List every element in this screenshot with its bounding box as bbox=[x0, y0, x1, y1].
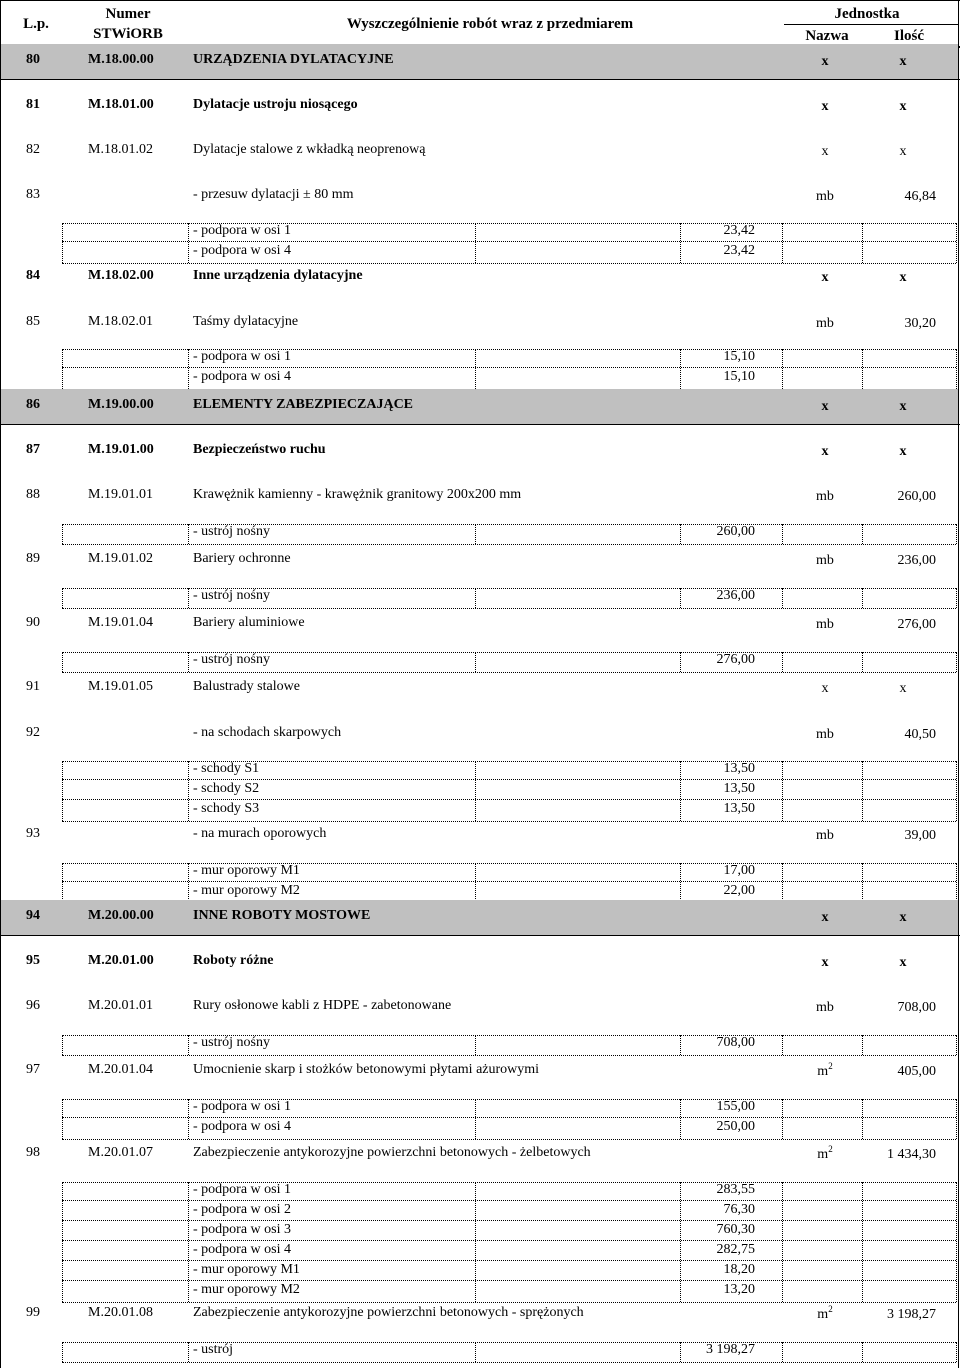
sub-grid-rule bbox=[62, 1362, 956, 1363]
sub-grid-divider bbox=[782, 223, 783, 263]
row-unit-text: mb bbox=[816, 828, 834, 843]
sub-grid-divider bbox=[862, 863, 863, 903]
sub-label: - schody S1 bbox=[193, 761, 260, 776]
sub-grid-divider bbox=[62, 1182, 63, 1302]
row-quantity: 708,00 bbox=[897, 1000, 936, 1015]
row-unit-text: x bbox=[821, 444, 829, 459]
row-unit-text: mb bbox=[816, 189, 834, 204]
left-border bbox=[0, 0, 1, 1368]
sub-grid-divider bbox=[956, 1035, 957, 1055]
sub-grid-rule bbox=[62, 263, 956, 264]
sub-label: - podpora w osi 4 bbox=[193, 243, 291, 258]
sub-label: - ustrój nośny bbox=[193, 652, 270, 667]
sub-grid-divider bbox=[62, 223, 63, 263]
sub-grid-divider bbox=[782, 863, 783, 903]
row-lp: 99 bbox=[26, 1305, 40, 1320]
sub-grid-rule bbox=[62, 821, 956, 822]
row-lp: 94 bbox=[26, 908, 40, 923]
row-quantity: x bbox=[899, 399, 907, 414]
sub-value: 708,00 bbox=[716, 1035, 755, 1050]
row-unit-text: x bbox=[821, 144, 829, 159]
sub-grid-divider bbox=[782, 1342, 783, 1362]
row-unit bbox=[790, 955, 860, 971]
row-lp: 88 bbox=[26, 487, 40, 502]
sub-grid-divider bbox=[62, 761, 63, 821]
row-unit bbox=[790, 399, 860, 415]
row-unit-text: x bbox=[821, 54, 829, 69]
sub-grid-divider bbox=[475, 349, 476, 389]
sub-grid-divider bbox=[782, 1182, 783, 1302]
header-unit-name: Nazwa bbox=[805, 28, 849, 44]
sub-grid-rule bbox=[62, 608, 956, 609]
sub-label: - podpora w osi 3 bbox=[193, 1222, 291, 1237]
sub-grid-divider bbox=[680, 588, 681, 608]
sub-grid-rule bbox=[62, 1302, 956, 1303]
sub-grid-rule bbox=[62, 1117, 956, 1118]
row-code: M.18.02.00 bbox=[88, 268, 154, 283]
sub-grid-divider bbox=[782, 761, 783, 821]
sub-value: 13,50 bbox=[723, 761, 755, 776]
sub-value: 22,00 bbox=[723, 883, 755, 898]
row-quantity: 236,00 bbox=[897, 553, 936, 568]
row-unit bbox=[790, 54, 860, 70]
row-code: M.19.00.00 bbox=[88, 397, 154, 412]
sub-label: - podpora w osi 4 bbox=[193, 1119, 291, 1134]
row-lp: 91 bbox=[26, 679, 40, 694]
sub-grid-divider bbox=[188, 1182, 189, 1302]
row-unit-text: x bbox=[821, 99, 829, 114]
sub-grid-rule bbox=[62, 1240, 956, 1241]
row-lp: 97 bbox=[26, 1062, 40, 1077]
sub-grid-divider bbox=[62, 652, 63, 672]
row-unit-text: mb bbox=[816, 617, 834, 632]
sub-label: - mur oporowy M1 bbox=[193, 1262, 300, 1277]
row-code: M.20.01.04 bbox=[88, 1062, 153, 1077]
sub-grid-divider bbox=[475, 1182, 476, 1302]
sub-label: - schody S2 bbox=[193, 781, 260, 796]
sub-grid-divider bbox=[475, 223, 476, 263]
row-unit bbox=[790, 316, 860, 332]
row-code: M.19.01.02 bbox=[88, 551, 153, 566]
sub-grid-divider bbox=[782, 1099, 783, 1139]
row-quantity: x bbox=[899, 681, 907, 696]
row-code: M.19.01.00 bbox=[88, 442, 154, 457]
sub-grid-divider bbox=[862, 652, 863, 672]
sub-grid-rule bbox=[62, 241, 956, 242]
row-unit-text: mb bbox=[816, 489, 834, 504]
row-lp: 89 bbox=[26, 551, 40, 566]
sub-grid-rule bbox=[62, 1280, 956, 1281]
row-description: Zabezpieczenie antykorozyjne powierzchni betonowych - sprężonych bbox=[193, 1305, 584, 1320]
sub-grid-divider bbox=[188, 524, 189, 544]
row-unit bbox=[790, 1061, 860, 1080]
sub-label: - podpora w osi 1 bbox=[193, 1099, 291, 1114]
sub-grid-divider bbox=[62, 588, 63, 608]
row-quantity: x bbox=[899, 144, 907, 159]
row-unit-text: mb bbox=[816, 1000, 834, 1015]
row-code: M.20.01.07 bbox=[88, 1145, 153, 1160]
row-unit-text: m bbox=[817, 1307, 829, 1322]
row-code: M.19.01.04 bbox=[88, 615, 153, 630]
row-code: M.19.01.05 bbox=[88, 679, 153, 694]
row-unit-text: m bbox=[817, 1064, 829, 1079]
row-quantity: x bbox=[899, 99, 907, 114]
sub-label: - ustrój nośny bbox=[193, 1035, 270, 1050]
row-quantity: 260,00 bbox=[897, 489, 936, 504]
header-description: Wyszczególnienie robót wraz z przedmiarem bbox=[346, 16, 634, 32]
row-description: - na schodach skarpowych bbox=[193, 725, 342, 740]
row-lp: 81 bbox=[26, 97, 40, 112]
sub-grid-divider bbox=[475, 524, 476, 544]
sub-value: 155,00 bbox=[716, 1099, 755, 1114]
sub-grid-divider bbox=[475, 1342, 476, 1362]
row-unit-exponent: 2 bbox=[828, 1304, 833, 1314]
sub-grid-divider bbox=[680, 1035, 681, 1055]
sub-grid-divider bbox=[956, 1182, 957, 1302]
row-unit-text: x bbox=[821, 270, 829, 285]
row-description: Roboty różne bbox=[193, 953, 274, 968]
sub-grid-rule bbox=[62, 799, 956, 800]
row-lp: 85 bbox=[26, 314, 40, 329]
row-quantity: x bbox=[899, 54, 907, 69]
sub-value: 236,00 bbox=[716, 588, 755, 603]
row-code: M.20.01.01 bbox=[88, 998, 153, 1013]
sub-grid-divider bbox=[680, 652, 681, 672]
sub-value: 17,00 bbox=[723, 863, 755, 878]
row-unit bbox=[790, 144, 860, 160]
sub-grid-divider bbox=[188, 223, 189, 263]
row-quantity: 39,00 bbox=[904, 828, 936, 843]
sub-grid-divider bbox=[188, 761, 189, 821]
sub-grid-divider bbox=[188, 1035, 189, 1055]
sub-value: 23,42 bbox=[723, 223, 755, 238]
sub-label: - ustrój nośny bbox=[193, 588, 270, 603]
header-unit-group: Jednostka bbox=[834, 6, 900, 22]
header-top-rule bbox=[0, 0, 960, 1]
sub-grid-divider bbox=[188, 652, 189, 672]
sub-grid-divider bbox=[62, 1342, 63, 1362]
sub-grid-divider bbox=[862, 524, 863, 544]
row-unit-exponent: 2 bbox=[828, 1144, 833, 1154]
sub-grid-divider bbox=[862, 1182, 863, 1302]
sub-grid-rule bbox=[62, 672, 956, 673]
row-quantity: 3 198,27 bbox=[887, 1307, 936, 1322]
sub-value: 13,20 bbox=[723, 1282, 755, 1297]
section-band-rule bbox=[0, 424, 960, 425]
row-description: Krawężnik kamienny - krawężnik granitowy 200x200 mm bbox=[193, 487, 522, 502]
section-band-rule bbox=[0, 79, 960, 80]
row-unit-text: x bbox=[821, 955, 829, 970]
row-unit bbox=[790, 828, 860, 844]
sub-label: - podpora w osi 1 bbox=[193, 1182, 291, 1197]
sub-grid-divider bbox=[680, 863, 681, 903]
sub-value: 3 198,27 bbox=[706, 1342, 755, 1357]
sub-value: 282,75 bbox=[716, 1242, 755, 1257]
header-lp: L.p. bbox=[23, 16, 49, 32]
sub-grid-divider bbox=[956, 863, 957, 903]
sub-grid-divider bbox=[862, 1342, 863, 1362]
sub-grid-divider bbox=[188, 588, 189, 608]
sub-grid-divider bbox=[956, 761, 957, 821]
row-lp: 86 bbox=[26, 397, 40, 412]
sub-grid-divider bbox=[680, 1182, 681, 1302]
row-quantity: 40,50 bbox=[904, 727, 936, 742]
sub-grid-divider bbox=[62, 1099, 63, 1139]
sub-label: - podpora w osi 2 bbox=[193, 1202, 291, 1217]
row-unit-text: mb bbox=[816, 316, 834, 331]
row-lp: 95 bbox=[26, 953, 40, 968]
sub-grid-rule bbox=[62, 1220, 956, 1221]
row-unit bbox=[790, 270, 860, 286]
row-description: Umocnienie skarp i stożków betonowymi płytami ażurowymi bbox=[193, 1062, 540, 1077]
row-description: Bariery aluminiowe bbox=[193, 615, 305, 630]
sub-grid-divider bbox=[782, 349, 783, 389]
header-unit-qty: Ilość bbox=[894, 28, 924, 44]
sub-value: 760,30 bbox=[716, 1222, 755, 1237]
sub-grid-divider bbox=[188, 863, 189, 903]
row-description: - na murach oporowych bbox=[193, 826, 327, 841]
sub-grid-divider bbox=[956, 588, 957, 608]
row-quantity: x bbox=[899, 444, 907, 459]
row-unit bbox=[790, 727, 860, 743]
sub-grid-divider bbox=[862, 223, 863, 263]
row-description: ELEMENTY ZABEZPIECZAJĄCE bbox=[193, 397, 414, 412]
row-quantity: x bbox=[899, 910, 907, 925]
row-lp: 84 bbox=[26, 268, 40, 283]
row-unit bbox=[790, 444, 860, 460]
row-unit bbox=[790, 489, 860, 505]
sub-label: - podpora w osi 4 bbox=[193, 1242, 291, 1257]
sub-label: - podpora w osi 1 bbox=[193, 349, 291, 364]
sub-grid-divider bbox=[956, 524, 957, 544]
sub-grid-rule bbox=[62, 1139, 956, 1140]
row-unit-exponent: 2 bbox=[828, 1061, 833, 1071]
sub-grid-divider bbox=[188, 1342, 189, 1362]
sub-grid-divider bbox=[862, 349, 863, 389]
sub-grid-divider bbox=[62, 1035, 63, 1055]
sub-grid-divider bbox=[782, 524, 783, 544]
row-description: Bezpieczeństwo ruchu bbox=[193, 442, 326, 457]
row-unit-text: x bbox=[821, 681, 829, 696]
sub-grid-rule bbox=[62, 544, 956, 545]
sub-value: 15,10 bbox=[723, 349, 755, 364]
sub-label: - ustrój nośny bbox=[193, 524, 270, 539]
sub-grid-divider bbox=[475, 588, 476, 608]
row-lp: 83 bbox=[26, 187, 40, 202]
sub-value: 76,30 bbox=[723, 1202, 755, 1217]
sub-label: - mur oporowy M2 bbox=[193, 1282, 300, 1297]
row-unit bbox=[790, 189, 860, 205]
row-unit bbox=[790, 1000, 860, 1016]
row-description: URZĄDZENIA DYLATACYJNE bbox=[193, 52, 394, 67]
sub-grid-rule bbox=[62, 881, 956, 882]
header-numer-line2: STWiORB bbox=[93, 26, 163, 42]
row-description: Balustrady stalowe bbox=[193, 679, 300, 694]
sub-grid-divider bbox=[956, 1099, 957, 1139]
row-description: Dylatacje stalowe z wkładką neoprenową bbox=[193, 142, 426, 157]
sub-grid-divider bbox=[956, 349, 957, 389]
row-quantity: x bbox=[899, 270, 907, 285]
sub-grid-divider bbox=[680, 524, 681, 544]
row-description: - przesuw dylatacji ± 80 mm bbox=[193, 187, 354, 202]
sub-grid-divider bbox=[188, 349, 189, 389]
row-lp: 93 bbox=[26, 826, 40, 841]
sub-grid-divider bbox=[862, 761, 863, 821]
row-lp: 98 bbox=[26, 1145, 40, 1160]
right-border bbox=[958, 0, 959, 1368]
sub-label: - schody S3 bbox=[193, 801, 260, 816]
sub-grid-divider bbox=[475, 1035, 476, 1055]
row-unit-text: x bbox=[821, 910, 829, 925]
sub-grid-divider bbox=[956, 652, 957, 672]
header-numer-line1: Numer bbox=[105, 6, 151, 22]
sub-grid-rule bbox=[62, 367, 956, 368]
row-unit-text: m bbox=[817, 1147, 829, 1162]
row-unit-text: mb bbox=[816, 727, 834, 742]
row-unit bbox=[790, 910, 860, 926]
row-description: Zabezpieczenie antykorozyjne powierzchni betonowych - żelbetowych bbox=[193, 1145, 591, 1160]
row-code: M.20.01.08 bbox=[88, 1305, 153, 1320]
row-quantity: 46,84 bbox=[904, 189, 936, 204]
row-quantity: x bbox=[899, 955, 907, 970]
row-quantity: 276,00 bbox=[897, 617, 936, 632]
row-description: Dylatacje ustroju niosącego bbox=[193, 97, 358, 112]
row-unit bbox=[790, 1304, 860, 1323]
sub-grid-divider bbox=[680, 1099, 681, 1139]
row-quantity: 405,00 bbox=[897, 1064, 936, 1079]
row-unit-text: x bbox=[821, 399, 829, 414]
sub-grid-divider bbox=[475, 1099, 476, 1139]
sub-grid-divider bbox=[680, 761, 681, 821]
row-lp: 96 bbox=[26, 998, 40, 1013]
sub-grid-divider bbox=[680, 349, 681, 389]
sub-value: 15,10 bbox=[723, 369, 755, 384]
row-lp: 90 bbox=[26, 615, 40, 630]
sub-value: 260,00 bbox=[716, 524, 755, 539]
sub-value: 23,42 bbox=[723, 243, 755, 258]
row-lp: 87 bbox=[26, 442, 40, 457]
sub-label: - mur oporowy M2 bbox=[193, 883, 300, 898]
row-description: Taśmy dylatacyjne bbox=[193, 314, 299, 329]
sub-label: - ustrój bbox=[193, 1342, 234, 1357]
sub-grid-divider bbox=[188, 1099, 189, 1139]
sub-grid-divider bbox=[680, 1342, 681, 1362]
sub-value: 13,50 bbox=[723, 801, 755, 816]
section-band-rule bbox=[0, 935, 960, 936]
row-description: Bariery ochronne bbox=[193, 551, 291, 566]
sub-grid-divider bbox=[956, 1342, 957, 1362]
sub-grid-divider bbox=[862, 1099, 863, 1139]
row-lp: 80 bbox=[26, 52, 40, 67]
sub-grid-divider bbox=[475, 761, 476, 821]
row-description: INNE ROBOTY MOSTOWE bbox=[193, 908, 371, 923]
row-lp: 92 bbox=[26, 725, 40, 740]
sub-value: 13,50 bbox=[723, 781, 755, 796]
sub-grid-divider bbox=[475, 863, 476, 903]
row-quantity: 30,20 bbox=[904, 316, 936, 331]
sub-grid-divider bbox=[956, 223, 957, 263]
sub-grid-divider bbox=[62, 524, 63, 544]
sub-label: - podpora w osi 4 bbox=[193, 369, 291, 384]
sub-grid-rule bbox=[62, 1260, 956, 1261]
sub-label: - podpora w osi 1 bbox=[193, 223, 291, 238]
row-code: M.18.01.00 bbox=[88, 97, 154, 112]
row-quantity: 1 434,30 bbox=[887, 1147, 936, 1162]
row-unit bbox=[790, 99, 860, 115]
row-unit bbox=[790, 553, 860, 569]
row-description: Inne urządzenia dylatacyjne bbox=[193, 268, 363, 283]
row-unit-text: mb bbox=[816, 553, 834, 568]
sub-value: 276,00 bbox=[716, 652, 755, 667]
sub-grid-divider bbox=[475, 652, 476, 672]
sub-grid-divider bbox=[862, 588, 863, 608]
sub-value: 18,20 bbox=[723, 1262, 755, 1277]
unit-header-rule bbox=[784, 24, 959, 25]
sub-grid-divider bbox=[62, 349, 63, 389]
row-lp: 82 bbox=[26, 142, 40, 157]
row-code: M.18.02.01 bbox=[88, 314, 153, 329]
row-code: M.19.01.01 bbox=[88, 487, 153, 502]
row-code: M.20.01.00 bbox=[88, 953, 154, 968]
sub-value: 250,00 bbox=[716, 1119, 755, 1134]
sub-grid-rule bbox=[62, 1200, 956, 1201]
sub-grid-divider bbox=[680, 223, 681, 263]
row-code: M.18.00.00 bbox=[88, 52, 154, 67]
sub-grid-divider bbox=[782, 1035, 783, 1055]
sub-value: 283,55 bbox=[716, 1182, 755, 1197]
row-code: M.20.00.00 bbox=[88, 908, 154, 923]
row-unit bbox=[790, 1144, 860, 1163]
sub-label: - mur oporowy M1 bbox=[193, 863, 300, 878]
row-code: M.18.01.02 bbox=[88, 142, 153, 157]
row-description: Rury osłonowe kabli z HDPE - zabetonowane bbox=[193, 998, 452, 1013]
sub-grid-rule bbox=[62, 779, 956, 780]
sub-grid-divider bbox=[782, 588, 783, 608]
row-unit bbox=[790, 681, 860, 697]
row-unit bbox=[790, 617, 860, 633]
sub-grid-divider bbox=[782, 652, 783, 672]
sub-grid-rule bbox=[62, 1055, 956, 1056]
sub-grid-divider bbox=[62, 863, 63, 903]
sub-grid-divider bbox=[862, 1035, 863, 1055]
